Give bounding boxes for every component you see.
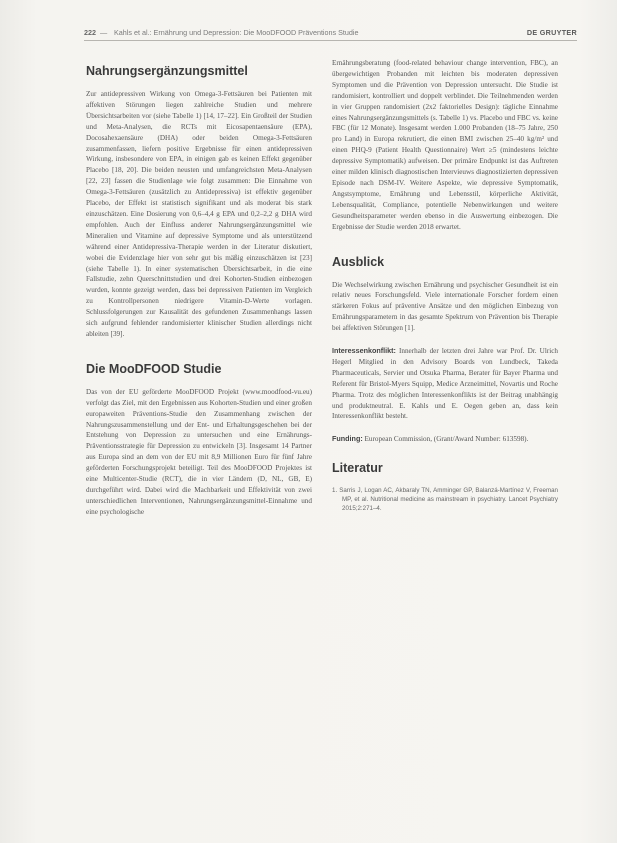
section-paragraph: Das von der EU geförderte MooDFOOD Projekt (www.moodfood-vu.eu) verfolgt das Ziel, mit den Ergebnissen aus Kohorten-Studien und einer großen europaweiten Präventions-Studie den Zusammenhang zwischen der Nahrungszusammenstellung und der Ent- und Erhaltungsgeschehen bei der Entstehung von Depression zu untersuchen und eine Ernährungs-Präventionsstrategie für Depression zu entwickeln [3]. Insgesamt 14 Partner aus Europa sind an dem von der EU mit 8,9 Millionen Euro für fünf Jahre geförderten Forschungsprojekt beteiligt. Teil des MooDFOOD Projektes ist eine Multicenter-Studie (RCT), die in vier Ländern (D, NL, GB, E) durchgeführt wird. Dabei wird die Machbarkeit und Effektivität von zwei unterschiedlichen Interventionen, Nahrungsergänzungsmittel-Einnahme und eine psychologische xyxy=(86,387,312,516)
section-heading: Literatur xyxy=(332,461,383,476)
section-heading: Nahrungsergänzungsmittel xyxy=(86,64,248,78)
section-paragraph: Die Wechselwirkung zwischen Ernährung und psychischer Gesundheit ist ein relativ neues Forschungsfeld. Viele internationale Forscher fordern einen stärkeren Fokus auf präventive Ansätze und den möglichen Einbezug von Ernährungsparametern in das gesamte Spektrum von Prävention bis Therapie bei affektiven Störungen [1]. xyxy=(332,280,558,333)
publisher-logo: DE GRUYTER xyxy=(526,28,577,37)
section-literatur xyxy=(332,461,558,513)
funding-text: European Commission, (Grant/Award Number: 613598). xyxy=(362,435,529,444)
section-heading: Die MooDFOOD Studie xyxy=(86,361,222,376)
left-column xyxy=(86,64,312,518)
conflict-text: Innerhalb der letzten drei Jahre war Prof. Dr. Ulrich Hegerl Mitglied in den Advisory Boards von Lundbeck, Takeda Pharmaceuticals, Servier und Otsuka Pharma, Berater für Bayer Pharma und Referent für Bristol-Myers Squipp, Medice Arzneimittel, Novartis und Roche Pharma. Trotz des möglichen Interessenkonflikts ist der Beitrag unabhängig und produktneutral. E. Kahls und E. Oegen geben an, dass kein Interessenkonflikt besteht. xyxy=(332,347,558,421)
section-ausblick xyxy=(332,255,558,335)
conflict-label: Interessenkonflikt: xyxy=(332,346,396,356)
continued-paragraph: Ernährungsberatung (food-related behaviour change intervention, FBC), an übergewichtigen Probanden mit leichten bis moderaten depressiven Symptomen und die Prävention von Depression untersucht. Die Studie ist randomisiert, kontrolliert und doppelt verblindet. Die Teilnehmenden werden in vier Gruppen randomisiert (2x2 faktorielles Design): tägliche Einnahme eines Nahrungsergänzungsmittels (s. Tabelle 1) vs. Placebo und FBC vs. keine FBC (für 12 Monate). Insgesamt werden 1.000 Probanden (18–75 Jahre, 250 pro Land) in Europa rekrutiert, die einen BMI zwischen 25–40 kg/m² und einen PHQ-9 (Patient Health Questionnaire) Wert ≥5 (mindestens leichte depressive Symptomatik) aufweisen. Der primäre Endpunkt ist das Auftreten einer milden klinisch diagnostischen Intervieuws diagnostizierten depressiven Episode nach DSM-IV. Weitere Aspekte, wie depressive Symptomatik, Angstsymptome, Ernährung und Lebensstil, körperliche Aktivität, Lebensqualität, Compliance, potentielle Nebenwirkungen und weitere Gesundheitsparameter werden ebenso in die Auswertung einbezogen. Die Ergebnisse der Studie werden 2018 erwartet. xyxy=(332,59,558,231)
funding-statement xyxy=(332,434,558,445)
header-dash: — xyxy=(100,28,108,37)
right-column xyxy=(332,58,558,513)
page-number: 222 xyxy=(84,28,96,37)
section-moodfood-studie xyxy=(86,362,312,518)
funding-label: Funding: xyxy=(332,434,363,444)
section-nahrungsergaenzungsmittel xyxy=(86,64,312,340)
section-heading: Ausblick xyxy=(332,254,385,269)
section-paragraph: Zur antidepressiven Wirkung von Omega-3-Fettsäuren bei Patienten mit affektiven Störungen liegen zahlreiche Studien und mehrere Übersichtsarbeiten vor (siehe Tabelle 1) [14, 17–22]. Ein Großteil der Studien und Meta-Analysen, die RCTs mit Eicosapentaensäure (EPA), Docosahexaensäure (DHA) oder beiden Omega-3-Fettsäuren zusammenfassen, liefern positive Ergebnisse für einen antidepressiven Wirkung, insbesondere von EPA, in einigen gab es keinen Effekt gegenüber Placebo [18, 20]. Die beiden neusten und umfangreichsten Meta-Analysen [22, 23] fassen die Studienlage wie folgt zusammen: Die Einnahme von Omega-3-Fettsäuren (zusätzlich zu Antidepressiva) ist effektiv gegenüber Placebo, der Effekt ist statistisch signifikant und als moderat bis stark einzuschätzen. Eine Dosierung von 0,6–4,4 g EPA und 0,2–2,2 g DHA wird empfohlen. Auch der Einfluss anderer Nahrungsergänzungsmittel wie Mineralien und Vitamine auf depressive Symptome und als unterstützend während einer Antidepressiva-Therapie werden in der Literatur diskutiert, wobei die Evidenzlage hier von sehr gut bis mäßig einzuschätzen ist [23] (siehe Tabelle 1). In einer systematischen Übersichtsarbeit, in die eine Fallstudie, zehn Querschnittstudien und drei Kohorten-Studien einbezogen wurden, konnte gezeigt werden, dass bei depressiven Patienten im Vergleich zu Kontrollpersonen niedrigere Vitamin-D-Werte vorlagen. Schlussfolgerungen zur Kausalität des gefundenen Zusammenhangs lassen sich aufgrund fehlender randomisierter klinischer Studien allerdings nicht ableiten [39]. xyxy=(86,90,312,338)
header-rule xyxy=(84,40,577,41)
reference-item: 1. Sarris J, Logan AC, Akbaraly TN, Amminger GP, Balanzá-Martínez V, Freeman MP, et al. Nutritional medicine as mainstream in psychiatry. Lancet Psychiatry 2015;2:271–4. xyxy=(332,487,558,513)
conflict-of-interest xyxy=(332,346,558,422)
running-title: Kahls et al.: Ernährung und Depression: Die MooDFOOD Präventions Studie xyxy=(114,28,359,37)
